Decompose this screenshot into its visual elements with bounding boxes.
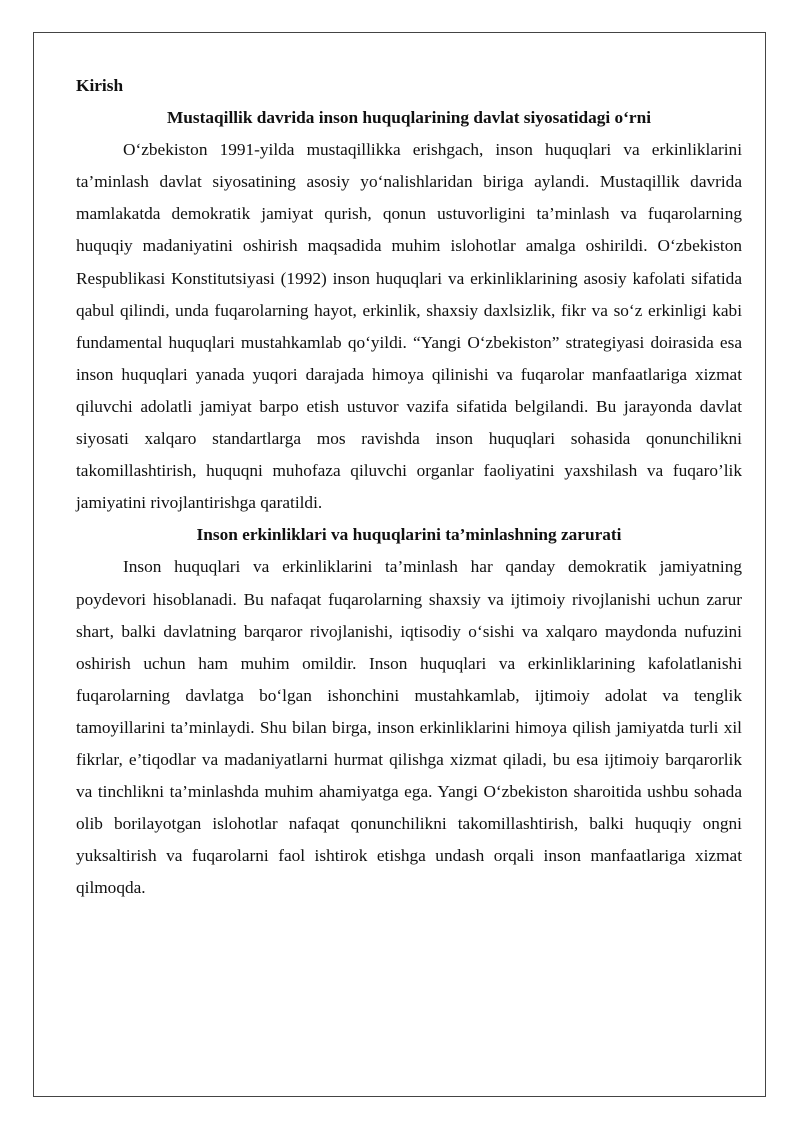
section-2-title: Inson erkinliklari va huquqlarini ta’minlashning zarurati [196, 525, 622, 545]
document-body [76, 70, 742, 904]
section-1-paragraph: O‘zbekiston 1991-yilda mustaqillikka erishgach, inson huquqlari va erkinliklarini ta’minlash davlat siyosatining asosiy yo‘nalishlaridan biriga aylandi. Mustaqillik davrida mamlakatda demokratik jamiyat qurish, qonun ustuvorligini ta’minlash va fuqarolarning huquqiy madaniyatini oshirish maqsadida muhim islohotlar amalga oshirildi. O‘zbekiston Respublikasi Konstitutsiyasi (1992) inson huquqlari va erkinliklarining asosiy kafolati sifatida qabul qilindi, unda fuqarolarning hayot, erkinlik, shaxsiy daxlsizlik, fikr va so‘z erkinligi kabi fundamental huquqlari mustahkamlab qo‘yildi. “Yangi O‘zbekiston” strategiyasi doirasida esa inson huquqlari yanada yuqori darajada himoya qilinishi va fuqarolar manfaatlariga xizmat qiluvchi adolatli jamiyat barpo etish ustuvor vazifa sifatida belgilandi. Bu jarayonda davlat siyosati xalqaro standartlarga mos ravishda inson huquqlari sohasida qonunchilikni takomillashtirish, huquqni muhofaza qiluvchi organlar faoliyatini yaxshilash va fuqaro’lik jamiyatini rivojlantirishga qaratildi. [76, 140, 742, 513]
section-1-title: Mustaqillik davrida inson huquqlarining davlat siyosatidagi o‘rni [166, 108, 652, 128]
intro-heading: Kirish [76, 76, 124, 95]
section-2-paragraph: Inson huquqlari va erkinliklarini ta’minlash har qanday demokratik jamiyatning poydevori hisoblanadi. Bu nafaqat fuqarolarning shaxsiy va ijtimoiy rivojlanishi uchun zarur shart, balki davlatning barqaror rivojlanishi, iqtisodiy o‘sishi va xalqaro maydonda nufuzini oshirish uchun ham muhim omildir. Inson huquqlari va erkinliklarining kafolatlanishi fuqarolarning davlatga bo‘lgan ishonchini mustahkamlab, ijtimoiy adolat va tenglik tamoyillarini ta’minlaydi. Shu bilan birga, inson erkinliklarini himoya qilish jamiyatda turli xil fikrlar, e’tiqodlar va madaniyatlarni hurmat qilishga xizmat qiladi, bu esa ijtimoiy barqarorlik va tinchlikni ta’minlashda muhim ahamiyatga ega. Yangi O‘zbekiston sharoitida ushbu sohada olib borilayotgan islohotlar nafaqat qonunchilikni takomillashtirish, balki huquqiy ongni yuksaltirish va fuqarolarni faol ishtirok etishga undash orqali inson manfaatlariga xizmat qilmoqda. [76, 557, 742, 898]
